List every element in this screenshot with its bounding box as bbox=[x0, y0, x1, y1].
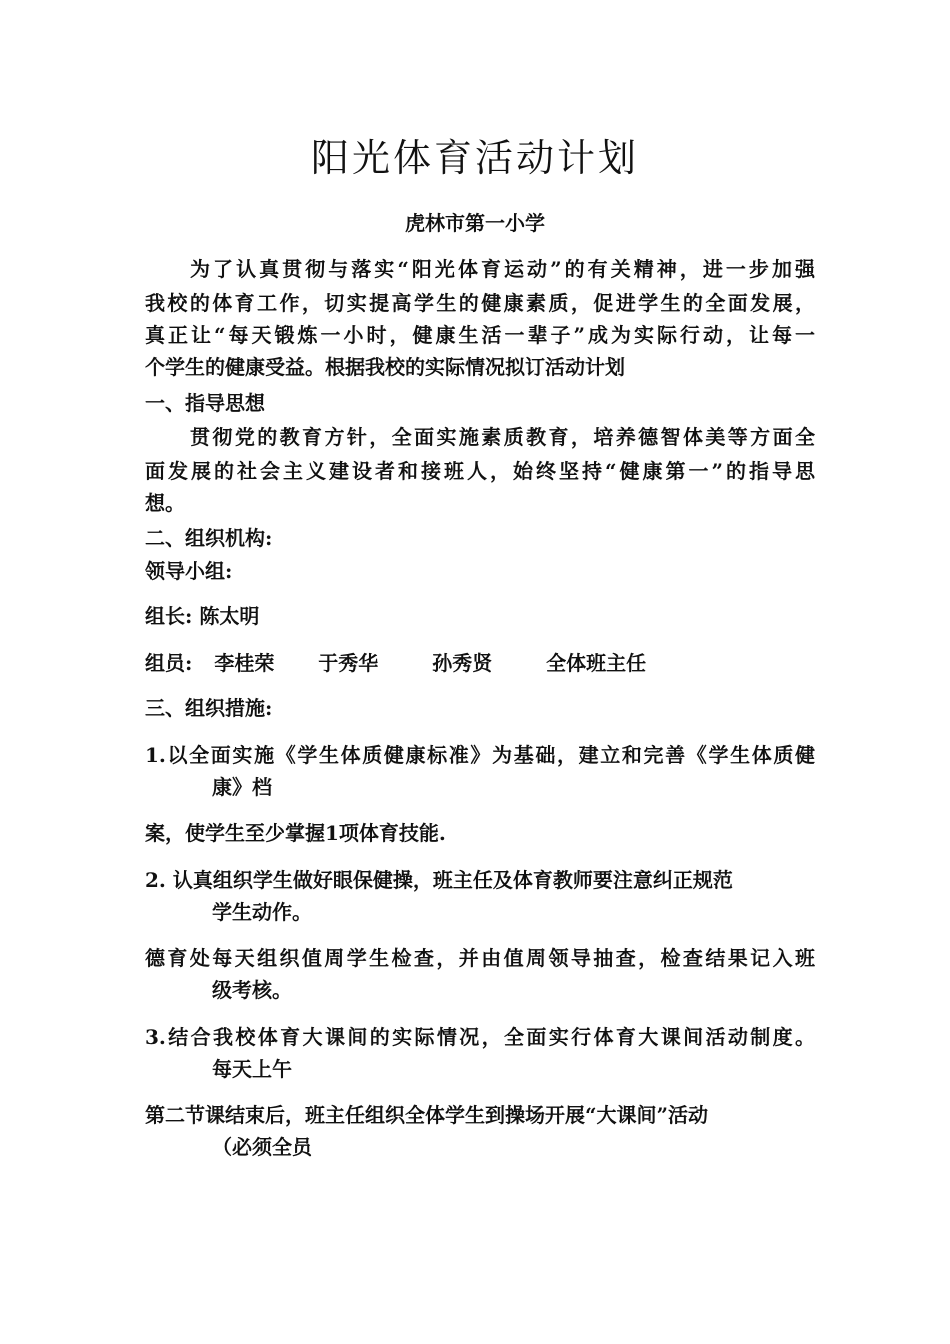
measure-2-line-1: 2. 认真组织学生做好眼保健操，班主任及体育教师要注意纠正规范 bbox=[145, 868, 733, 892]
measure-3-line-4: （必须全员 bbox=[212, 1135, 312, 1159]
member-name: 孙秀贤 bbox=[432, 651, 493, 675]
measure-2-line-3: 德育处每天组织值周学生检查，并由值周领导抽查，检查结果记入班 bbox=[145, 946, 815, 970]
measure-3-line-2: 每天上午 bbox=[212, 1057, 292, 1081]
leader-line: 组长: 陈太明 bbox=[145, 604, 260, 628]
measure-1-line-2: 康》档 bbox=[212, 775, 272, 799]
section-heading-measures: 三、组织措施: bbox=[145, 696, 273, 720]
measure-1-line-1: 1.以全面实施《学生体质健康标准》为基础，建立和完善《学生体质健 bbox=[145, 743, 815, 767]
member-name: 全体班主任 bbox=[546, 651, 647, 675]
intro-line-4: 个学生的健康受益。根据我校的实际情况拟订活动计划 bbox=[145, 355, 625, 379]
measure-2-line-2: 学生动作。 bbox=[212, 900, 312, 924]
member-name: 于秀华 bbox=[318, 651, 379, 675]
section-heading-guiding: 一、指导思想 bbox=[145, 391, 265, 415]
measure-3-line-3: 第二节课结束后，班主任组织全体学生到操场开展“大课间”活动 bbox=[145, 1103, 709, 1127]
guiding-line-2: 面发展的社会主义建设者和接班人，始终坚持“健康第一”的指导思 bbox=[145, 459, 815, 483]
school-name: 虎林市第一小学 bbox=[405, 211, 545, 235]
guiding-line-3: 想。 bbox=[145, 491, 185, 515]
section-heading-organization: 二、组织机构: bbox=[145, 526, 273, 550]
measure-1-line-3: 案，使学生至少掌握1项体育技能. bbox=[145, 821, 446, 845]
intro-line-3: 真正让“每天锻炼一小时，健康生活一辈子”成为实际行动，让每一 bbox=[145, 323, 815, 347]
measure-2-line-4: 级考核。 bbox=[212, 978, 292, 1002]
guiding-line-1: 贯彻党的教育方针，全面实施素质教育，培养德智体美等方面全 bbox=[190, 425, 815, 449]
members-label: 组员: bbox=[145, 651, 193, 675]
leadership-group-label: 领导小组: bbox=[145, 559, 233, 583]
page-title: 阳光体育活动计划 bbox=[310, 136, 639, 180]
intro-line-1: 为了认真贯彻与落实“阳光体育运动”的有关精神，进一步加强 bbox=[190, 257, 815, 281]
measure-3-line-1: 3.结合我校体育大课间的实际情况，全面实行体育大课间活动制度。 bbox=[145, 1025, 815, 1049]
intro-line-2: 我校的体育工作，切实提高学生的健康素质，促进学生的全面发展， bbox=[145, 291, 815, 315]
member-name: 李桂荣 bbox=[214, 651, 275, 675]
members-line bbox=[145, 647, 815, 679]
